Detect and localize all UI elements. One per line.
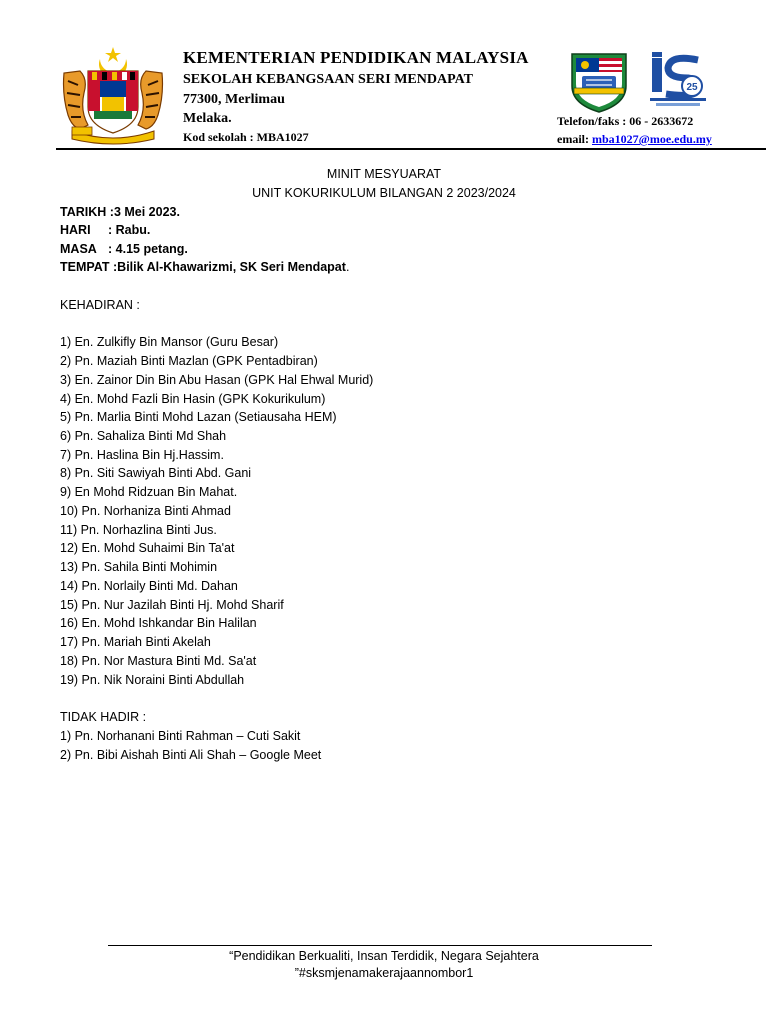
malaysia-coat-of-arms-icon (58, 45, 168, 145)
footer-motto: “Pendidikan Berkualiti, Insan Terdidik, Negara Sejahtera (229, 949, 539, 963)
attendee-item: 3) En. Zainor Din Bin Abu Hasan (GPK Hal Ehwal Murid) (60, 373, 374, 387)
time-label: MASA (60, 242, 97, 256)
attendee-item: 15) Pn. Nur Jazilah Binti Hj. Mohd Sharif (60, 598, 284, 612)
attendee-item: 11) Pn. Norhazlina Binti Jus. (60, 523, 217, 537)
meeting-day (60, 223, 150, 237)
meeting-date (60, 205, 180, 219)
header-divider (56, 148, 766, 150)
place-end: . (345, 260, 350, 274)
attendee-item: 19) Pn. Nik Noraini Binti Abdullah (60, 673, 245, 687)
attendee-item: 9) En Mohd Ridzuan Bin Mahat. (60, 485, 238, 499)
attendee-item: 4) En. Mohd Fazli Bin Hasin (GPK Kokurikulum) (60, 392, 326, 406)
date-label: TARIKH : (60, 205, 114, 219)
phone-fax: Telefon/faks : 06 - 2633672 (557, 114, 694, 128)
is25-logo-icon (650, 52, 706, 108)
school-code: Kod sekolah : MBA1027 (183, 130, 309, 144)
day-label: HARI (60, 223, 91, 237)
place-value: Bilik Al-Khawarizmi, SK Seri Mendapat (117, 260, 346, 274)
attendee-item: 10) Pn. Norhaniza Binti Ahmad (60, 504, 231, 518)
attendee-item: 8) Pn. Siti Sawiyah Binti Abd. Gani (60, 466, 252, 480)
school-badge-icon (568, 50, 630, 114)
footer-hashtag: ”#sksmjenamakerajaannombor1 (294, 966, 474, 980)
attendee-item: 13) Pn. Sahila Binti Mohimin (60, 560, 218, 574)
attendee-item: 12) En. Mohd Suhaimi Bin Ta'at (60, 541, 235, 555)
email-label: email: (557, 132, 592, 146)
attendee-item: 7) Pn. Haslina Bin Hj.Hassim. (60, 448, 224, 462)
email-link[interactable]: mba1027@moe.edu.my (592, 132, 712, 146)
document-title: MINIT MESYUARAT (326, 167, 442, 181)
place-label: TEMPAT : (60, 260, 118, 274)
attendee-item: 2) Pn. Maziah Binti Mazlan (GPK Pentadbiran) (60, 354, 318, 368)
attendee-item: 14) Pn. Norlaily Binti Md. Dahan (60, 579, 238, 593)
school-state: Melaka. (183, 111, 232, 126)
attendee-item: 16) En. Mohd Ishkandar Bin Halilan (60, 616, 257, 630)
absentee-item: 2) Pn. Bibi Aishah Binti Ali Shah – Google Meet (60, 748, 322, 762)
meeting-place (60, 260, 349, 274)
day-value: Rabu. (115, 223, 151, 237)
day-colon: : (108, 223, 116, 237)
school-postcode-town: 77300, Merlimau (183, 92, 285, 107)
attendee-item: 5) Pn. Marlia Binti Mohd Lazan (Setiausaha HEM) (60, 410, 337, 424)
attendee-item: 1) En. Zulkifly Bin Mansor (Guru Besar) (60, 335, 279, 349)
absent-heading: TIDAK HADIR : (60, 710, 147, 724)
meeting-time (60, 242, 188, 256)
time-colon: : (108, 242, 116, 256)
attendee-item: 18) Pn. Nor Mastura Binti Md. Sa'at (60, 654, 257, 668)
date-value: 3 Mei 2023. (113, 205, 180, 219)
footer-divider (108, 945, 652, 946)
attendee-item: 6) Pn. Sahaliza Binti Md Shah (60, 429, 227, 443)
attendee-item: 17) Pn. Mariah Binti Akelah (60, 635, 211, 649)
school-name: SEKOLAH KEBANGSAAN SERI MENDAPAT (183, 72, 474, 87)
time-value: 4.15 petang. (115, 242, 188, 256)
absentee-item: 1) Pn. Norhanani Binti Rahman – Cuti Sakit (60, 729, 301, 743)
document-subtitle: UNIT KOKURIKULUM BILANGAN 2 2023/2024 (252, 186, 516, 200)
ministry-name: KEMENTERIAN PENDIDIKAN MALAYSIA (183, 48, 529, 67)
email-line (557, 132, 712, 147)
attendance-heading: KEHADIRAN : (60, 298, 140, 312)
svg-text:25: 25 (686, 82, 698, 93)
